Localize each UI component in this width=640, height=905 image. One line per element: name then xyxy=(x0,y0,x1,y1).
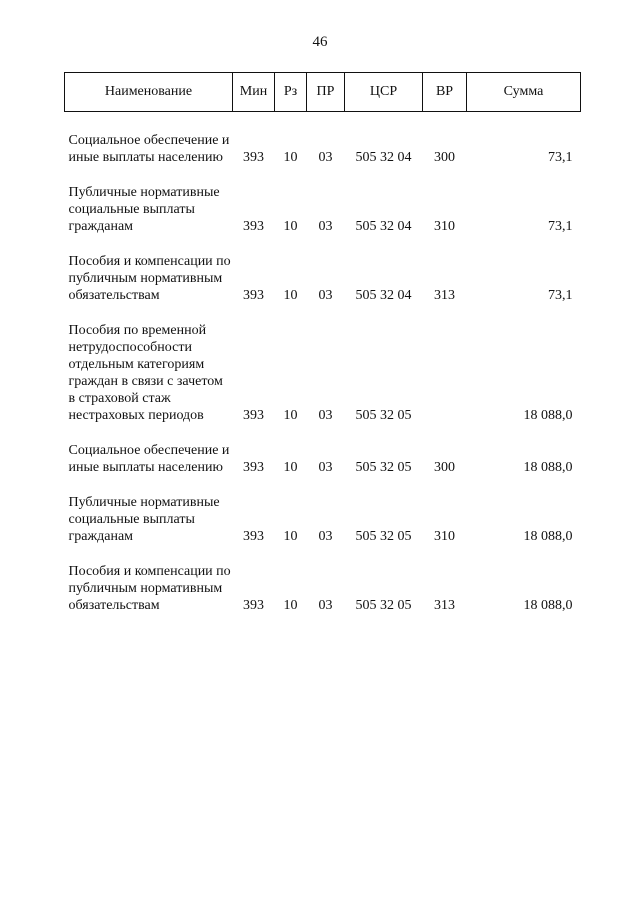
row-pr: 03 xyxy=(318,529,333,544)
row-csr: 505 32 05 xyxy=(355,529,412,544)
row-name: Публичные нормативные социальные выплаты гражданам xyxy=(68,185,220,234)
row-rz: 10 xyxy=(283,460,298,475)
row-pr: 03 xyxy=(318,150,333,165)
row-min: 393 xyxy=(243,150,264,165)
row-csr: 505 32 04 xyxy=(355,288,412,303)
row-sum: 18 088,0 xyxy=(523,598,573,613)
table-row xyxy=(65,476,581,545)
table-row xyxy=(65,424,581,476)
row-sum: 18 088,0 xyxy=(523,408,573,423)
row-name: Публичные нормативные социальные выплаты гражданам xyxy=(68,495,220,544)
row-min: 393 xyxy=(243,288,264,303)
row-min: 393 xyxy=(243,460,264,475)
header-pr: ПР xyxy=(307,73,345,112)
row-csr: 505 32 05 xyxy=(355,408,412,423)
row-min: 393 xyxy=(243,219,264,234)
row-pr: 03 xyxy=(318,219,333,234)
row-vr: 313 xyxy=(434,598,455,613)
row-rz: 10 xyxy=(283,150,298,165)
row-sum: 73,1 xyxy=(548,288,573,303)
header-sum: Сумма xyxy=(467,73,581,112)
budget-table xyxy=(64,72,581,614)
row-sum: 18 088,0 xyxy=(523,460,573,475)
row-vr: 310 xyxy=(434,219,455,234)
row-rz: 10 xyxy=(283,598,298,613)
header-csr: ЦСР xyxy=(345,73,423,112)
row-min: 393 xyxy=(243,529,264,544)
row-name: Социальное обеспечение и иные выплаты населению xyxy=(68,443,230,475)
row-min: 393 xyxy=(243,408,264,423)
header-min: Мин xyxy=(233,73,275,112)
row-csr: 505 32 05 xyxy=(355,598,412,613)
row-rz: 10 xyxy=(283,219,298,234)
table-header-row xyxy=(65,73,581,112)
row-min: 393 xyxy=(243,598,264,613)
row-vr: 300 xyxy=(434,460,455,475)
row-sum: 73,1 xyxy=(548,219,573,234)
page-number: 46 xyxy=(312,34,328,50)
row-csr: 505 32 05 xyxy=(355,460,412,475)
header-rz: Рз xyxy=(275,73,307,112)
row-sum: 18 088,0 xyxy=(523,529,573,544)
row-name: Пособия и компенсации по публичным нормативным обязательствам xyxy=(68,254,231,303)
header-name: Наименование xyxy=(65,73,233,112)
table-row xyxy=(65,545,581,614)
table-row xyxy=(65,112,581,167)
row-vr: 313 xyxy=(434,288,455,303)
row-csr: 505 32 04 xyxy=(355,150,412,165)
row-sum: 73,1 xyxy=(548,150,573,165)
row-name: Пособия и компенсации по публичным нормативным обязательствам xyxy=(68,564,231,613)
row-name: Социальное обеспечение и иные выплаты населению xyxy=(68,133,230,165)
row-name: Пособия по временной нетрудоспособности отдельным категориям граждан в связи с зачетом в страховой стаж нестраховых периодов xyxy=(68,323,223,423)
row-pr: 03 xyxy=(318,460,333,475)
row-rz: 10 xyxy=(283,288,298,303)
row-pr: 03 xyxy=(318,288,333,303)
table-row xyxy=(65,166,581,235)
row-vr: 310 xyxy=(434,529,455,544)
row-rz: 10 xyxy=(283,529,298,544)
table-row xyxy=(65,304,581,424)
header-vr: ВР xyxy=(423,73,467,112)
row-vr: 300 xyxy=(434,150,455,165)
row-rz: 10 xyxy=(283,408,298,423)
row-vr xyxy=(423,304,467,424)
table-row xyxy=(65,235,581,304)
row-pr: 03 xyxy=(318,598,333,613)
row-csr: 505 32 04 xyxy=(355,219,412,234)
row-pr: 03 xyxy=(318,408,333,423)
